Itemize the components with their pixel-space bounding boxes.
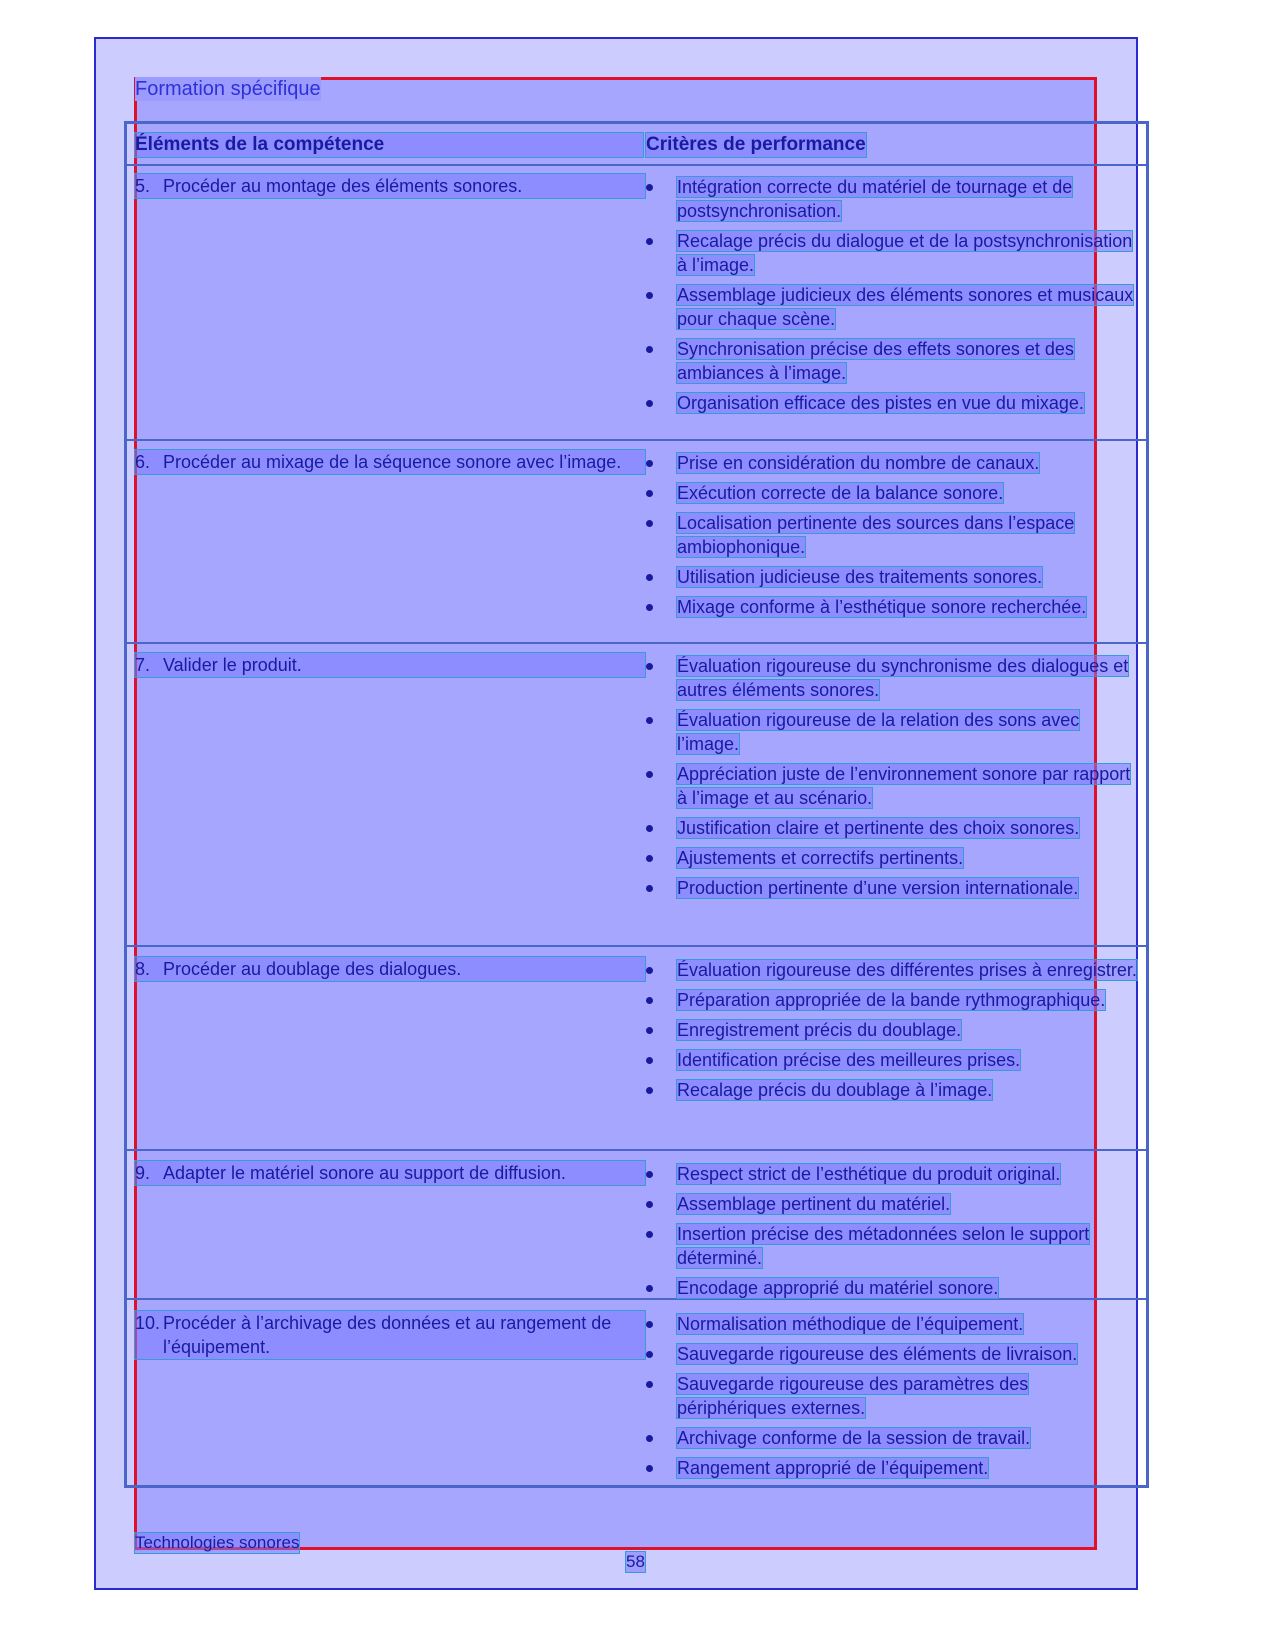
bullet-icon	[646, 771, 653, 778]
table-header-criteria: Critères de performance	[646, 134, 866, 155]
criterion: Identification précise des meilleures prises.	[646, 1048, 1141, 1072]
bullet-icon	[646, 855, 653, 862]
criterion: Ajustements et correctifs pertinents.	[646, 846, 1141, 870]
criteria-list-7	[646, 654, 1141, 900]
criterion: Organisation efficace des pistes en vue du mixage.	[646, 391, 1141, 415]
criterion: Encodage approprié du matériel sonore.	[646, 1276, 1141, 1300]
table-row-divider	[124, 642, 1149, 644]
criterion: Mixage conforme à l’esthétique sonore recherchée.	[646, 595, 1141, 619]
criterion: Évaluation rigoureuse de la relation des sons avec l’image.	[646, 708, 1141, 756]
bullet-icon	[646, 663, 653, 670]
element-9	[135, 1161, 645, 1185]
criterion: Insertion précise des métadonnées selon le support déterminé.	[646, 1222, 1141, 1270]
criterion: Production pertinente d’une version internationale.	[646, 876, 1141, 900]
bullet-icon	[646, 520, 653, 527]
element-text: Procéder au doublage des dialogues.	[163, 959, 462, 979]
bullet-icon	[646, 967, 653, 974]
bullet-icon	[646, 1201, 653, 1208]
bullet-icon	[646, 346, 653, 353]
criterion: Assemblage pertinent du matériel.	[646, 1192, 1141, 1216]
criterion: Évaluation rigoureuse des différentes prises à enregistrer.	[646, 958, 1141, 982]
element-text: Procéder au montage des éléments sonores.	[163, 176, 523, 196]
element-number: 10.	[135, 1313, 161, 1333]
criterion: Localisation pertinente des sources dans l’espace ambiophonique.	[646, 511, 1141, 559]
bullet-icon	[646, 825, 653, 832]
table-row-divider	[124, 945, 1149, 947]
criteria-list-8	[646, 958, 1141, 1102]
criterion: Utilisation judicieuse des traitements sonores.	[646, 565, 1141, 589]
criterion: Appréciation juste de l’environnement sonore par rapport à l’image et au scénario.	[646, 762, 1141, 810]
element-number: 8.	[135, 959, 151, 979]
section-title: Formation spécifique	[135, 78, 321, 100]
bullet-icon	[646, 184, 653, 191]
bullet-icon	[646, 1321, 653, 1328]
footer-program-name: Technologies sonores	[135, 1533, 300, 1552]
criterion: Intégration correcte du matériel de tournage et de postsynchronisation.	[646, 175, 1141, 223]
criterion: Recalage précis du dialogue et de la postsynchronisation à l’image.	[646, 229, 1141, 277]
element-text: Valider le produit.	[163, 655, 302, 675]
table-row-divider	[124, 1149, 1149, 1151]
bullet-icon	[646, 490, 653, 497]
criterion: Synchronisation précise des effets sonores et des ambiances à l’image.	[646, 337, 1141, 385]
element-8	[135, 957, 645, 981]
criterion: Évaluation rigoureuse du synchronisme des dialogues et autres éléments sonores.	[646, 654, 1141, 702]
criterion: Justification claire et pertinente des choix sonores.	[646, 816, 1141, 840]
table-row-divider	[124, 439, 1149, 441]
bullet-icon	[646, 1285, 653, 1292]
bullet-icon	[646, 1171, 653, 1178]
element-number: 6.	[135, 452, 151, 472]
table-header-elements: Éléments de la compétence	[135, 133, 643, 157]
element-text: Procéder au mixage de la séquence sonore avec l’image.	[163, 452, 622, 472]
bullet-icon	[646, 1231, 653, 1238]
element-6	[135, 450, 645, 474]
bullet-icon	[646, 1087, 653, 1094]
table-row-divider	[124, 164, 1149, 166]
bullet-icon	[646, 292, 653, 299]
criterion: Recalage précis du doublage à l’image.	[646, 1078, 1141, 1102]
bullet-icon	[646, 885, 653, 892]
criteria-list-5	[646, 175, 1141, 415]
bullet-icon	[646, 997, 653, 1004]
bullet-icon	[646, 1351, 653, 1358]
bullet-icon	[646, 1435, 653, 1442]
bullet-icon	[646, 574, 653, 581]
bullet-icon	[646, 238, 653, 245]
bullet-icon	[646, 460, 653, 467]
criterion: Préparation appropriée de la bande rythmographique.	[646, 988, 1141, 1012]
criterion: Sauvegarde rigoureuse des éléments de livraison.	[646, 1342, 1141, 1366]
criterion: Exécution correcte de la balance sonore.	[646, 481, 1141, 505]
element-text: Adapter le matériel sonore au support de diffusion.	[163, 1163, 566, 1183]
criteria-list-9	[646, 1162, 1141, 1300]
criterion: Enregistrement précis du doublage.	[646, 1018, 1141, 1042]
bullet-icon	[646, 604, 653, 611]
element-number: 7.	[135, 655, 151, 675]
criterion: Prise en considération du nombre de canaux.	[646, 451, 1141, 475]
bullet-icon	[646, 1465, 653, 1472]
element-number: 5.	[135, 176, 151, 196]
element-7	[135, 653, 645, 677]
criteria-list-10	[646, 1312, 1141, 1480]
page-number: 58	[626, 1552, 645, 1571]
criterion: Archivage conforme de la session de travail.	[646, 1426, 1141, 1450]
criterion: Assemblage judicieux des éléments sonores et musicaux pour chaque scène.	[646, 283, 1141, 331]
bullet-icon	[646, 1381, 653, 1388]
bullet-icon	[646, 1027, 653, 1034]
bullet-icon	[646, 400, 653, 407]
bullet-icon	[646, 717, 653, 724]
criterion: Rangement approprié de l’équipement.	[646, 1456, 1141, 1480]
criterion: Normalisation méthodique de l’équipement.	[646, 1312, 1141, 1336]
criterion: Sauvegarde rigoureuse des paramètres des périphériques externes.	[646, 1372, 1141, 1420]
element-text: Procéder à l’archivage des données et au rangement de l’équipement.	[163, 1313, 612, 1357]
element-10	[135, 1311, 645, 1359]
criterion: Respect strict de l’esthétique du produit original.	[646, 1162, 1141, 1186]
element-number: 9.	[135, 1163, 151, 1183]
element-5	[135, 174, 645, 198]
bullet-icon	[646, 1057, 653, 1064]
criteria-list-6	[646, 451, 1141, 619]
